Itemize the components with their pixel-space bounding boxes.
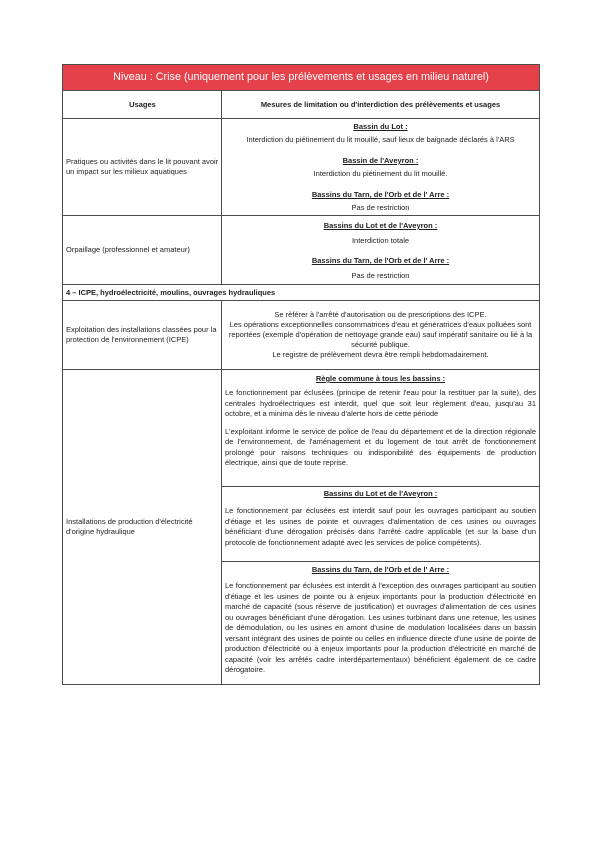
table-row-pratiques-lit	[63, 119, 539, 216]
table-row-orpaillage	[63, 216, 539, 285]
basin-group	[225, 221, 536, 246]
usage-cell: Orpaillage (professionnel et amateur)	[63, 216, 222, 284]
mesures-cell	[222, 216, 539, 284]
rule-paragraph: Le fonctionnement par éclusées est interdit sauf pour les ouvrages participant au soutien d'étiage et les usines de pointe et ouvrages d'alimentation de ces usines ou ouvrages bénéficiant d'une dérogation précisés dans l'arrêté cadre applicable (et sur la base d'un protocole de fonctionnement adapté avec les services de police compétents).	[225, 506, 536, 547]
basin-group	[225, 156, 536, 179]
basin-title: Bassins du Tarn, de l'Orb et de l' Arre :	[311, 256, 450, 265]
basin-group	[225, 190, 536, 213]
basin-measure: Pas de restriction	[351, 271, 410, 280]
basin-measure: Pas de restriction	[351, 203, 410, 212]
usage-cell: Exploitation des installations classées pour la protection de l'environnement (ICPE)	[63, 301, 222, 369]
basin-measure: Interdiction du piétinement du lit mouillé.	[313, 169, 448, 178]
table-row-icpe	[63, 301, 539, 370]
mesures-cell	[222, 370, 539, 684]
column-header-mesures: Mesures de limitation ou d'interdiction des prélèvements et usages	[260, 99, 501, 109]
rule-block-lot-aveyron	[222, 486, 539, 561]
rule-title: Bassins du Tarn, de l'Orb et de l' Arre :	[311, 565, 450, 574]
mesures-cell	[222, 119, 539, 215]
column-header-usages: Usages	[63, 91, 222, 118]
basin-title: Bassins du Tarn, de l'Orb et de l' Arre :	[311, 190, 450, 199]
rule-title: Bassins du Lot et de l'Aveyron :	[323, 489, 438, 498]
table-row-hydro	[63, 370, 539, 684]
rule-paragraph: Le fonctionnement par éclusées (principe de retenir l'eau pour la restituer par la suite), des centrales hydroélectriques est interdit, quel que soit leur règlement d'eau, jusqu'au 31 octobre, et a minima dès le niveau d'alerte hors de cette période	[225, 388, 536, 418]
rule-paragraph: Le fonctionnement par éclusées est interdit à l'exception des ouvrages participant au soutien d'étiage et les usines de pointe ou à enjeux importants pour la production d'électricité en marché de capacité (sous réserve de justification) et ouvrages d'alimentation de ces usines ou ouvrages bénéficiant d'une dérogation. Les usines turbinant dans une retenue, les usines de démodulation, ou les usines en amont d'usine de modulation localisées dans un bassin versant intégrant des usines de pointe ou celles en influence directe d'une usine de pointe de production d'électricité ou à enjeux importants pour la production d'électricité en marché de capacité (voir les arrêtés cadre interdépartementaux) bénéficient également de ce cadre dérogatoire.	[225, 581, 536, 674]
mesures-cell	[222, 301, 539, 369]
rule-block-tarn-orb-arre	[222, 561, 539, 684]
rule-title: Règle commune à tous les bassins :	[315, 374, 446, 383]
rule-paragraph: L'exploitant informe le service de police de l'eau du département et de la direction régionale de l'environnement, de l'aménagement et du logement de tout arrêt de fonctionnement prolongé pour raisons techniques ou indisponibilité des équipements de production électrique, ainsi que de toute reprise.	[225, 426, 536, 467]
basin-group	[225, 256, 536, 281]
level-header: Niveau : Crise (uniquement pour les prélèvements et usages en milieu naturel)	[63, 65, 539, 91]
basin-title: Bassins du Lot et de l'Aveyron :	[323, 221, 438, 230]
rule-block-common	[222, 370, 539, 486]
basin-title: Bassin de l'Aveyron :	[342, 156, 419, 165]
basin-group	[225, 122, 536, 145]
usage-cell: Pratiques ou activités dans le lit pouvant avoir un impact sur les milieux aquatiques	[63, 119, 222, 215]
column-header-row	[63, 91, 539, 119]
usage-cell: Installations de production d'électricité d'origine hydraulique	[63, 370, 222, 684]
restrictions-table	[62, 64, 540, 685]
measure-paragraph: Le registre de prélèvement devra être rempli hebdomadairement.	[272, 350, 489, 359]
section-heading-4: 4 – ICPE, hydroélectricité, moulins, ouvrages hydrauliques	[63, 285, 539, 301]
basin-measure: Interdiction totale	[351, 236, 410, 245]
measure-paragraph: Se référer à l'arrêté d'autorisation ou de prescriptions des ICPE.	[274, 310, 487, 319]
measure-paragraph: Les opérations exceptionnelles consommatrices d'eau et génératrices d'eaux polluées sont reportées (exemple d'opération de nettoyage grande eau) sauf impératif sanitaire ou lié à la sécurité publique.	[228, 320, 533, 349]
basin-title: Bassin du Lot :	[353, 122, 408, 131]
basin-measure: Interdiction du piétinement du lit mouillé, sauf lieux de baignade déclarés à l'ARS	[246, 135, 515, 144]
